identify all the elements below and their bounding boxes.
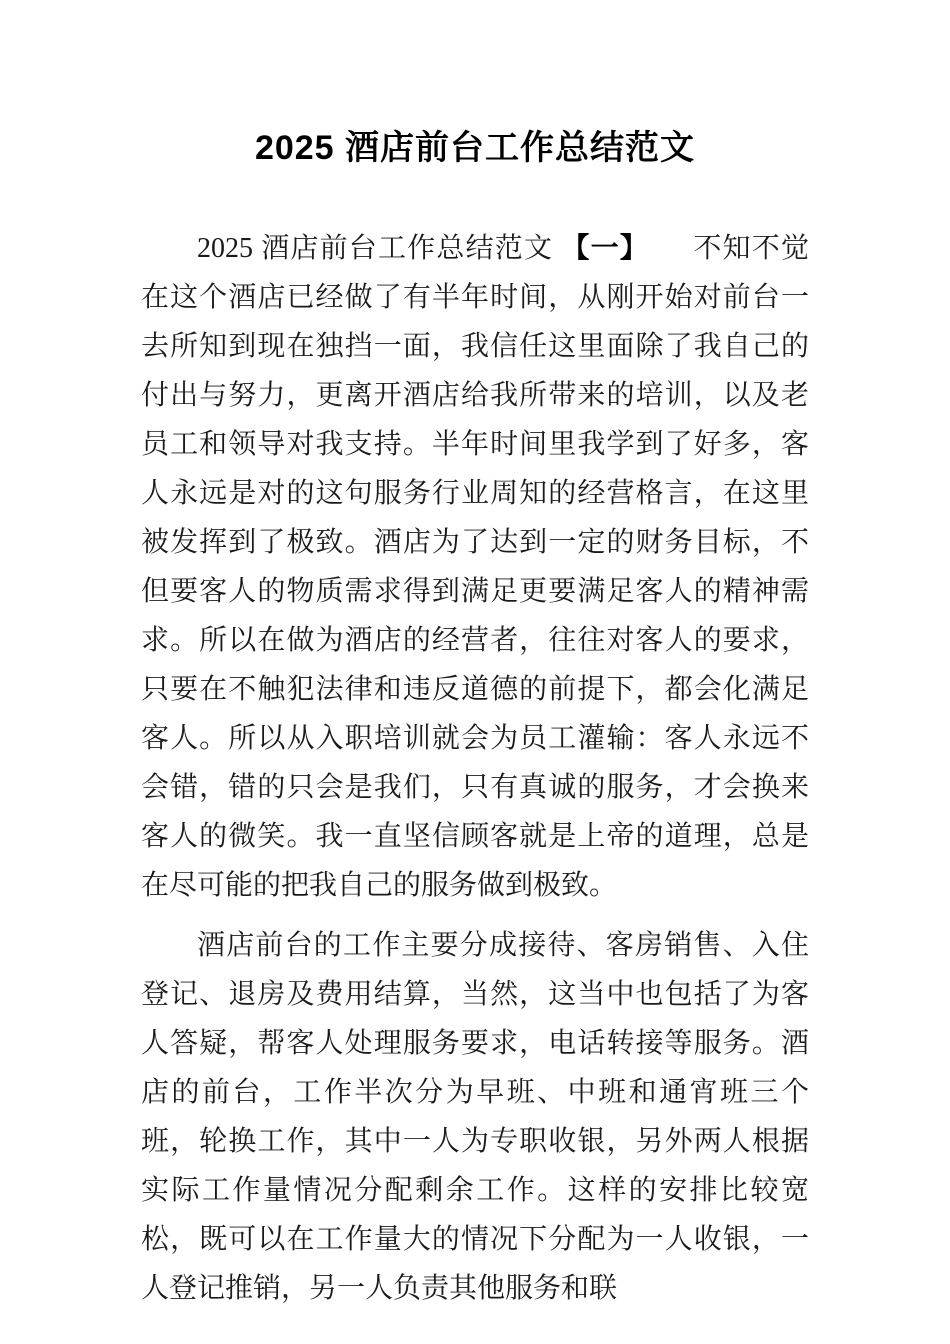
document-title: 2025 酒店前台工作总结范文 [254,129,696,167]
section-marker: 【一】 [561,233,635,264]
paragraph-1-text: 不知不觉在这个酒店已经做了有半年时间，从刚开始对前台一去所知到现在独挡一面，我信任这里面除了我自己的付出与努力，更离开酒店给我所带来的培训，以及老员工和领导对我支持。半年时间里我学到了好多，客人永远是对的这句服务行业周知的经营格言，在这里被发挥到了极致。酒店为了达到一定的财务目标，不但要客人的物质需求得到满足更要满足客人的精神需求。所以在做为酒店的经营者，往往对客人的要求，只要在不触犯法律和违反道德的前提下，都会化满足客人。所以从入职培训就会为员工灌输：客人永远不会错，错的只会是我们，只有真诚的服务，才会换来客人的微笑。我一直坚信顾客就是上帝的道理，总是在尽可能的把我自己的服务做到极致。 [141,233,809,901]
paragraph-1-lead: 2025 酒店前台工作总结范文 [197,233,562,264]
paragraph-2: 酒店前台的工作主要分成接待、客房销售、入住登记、退房及费用结算，当然，这当中也包括了为客人答疑，帮客人处理服务要求，电话转接等服务。酒店的前台，工作半次分为早班、中班和通宵班三个班，轮换工作，其中一人为专职收银，另外两人根据实际工作量情况分配剩余工作。这样的安排比较宽松，既可以在工作量大的情况下分配为一人收银，一人登记推销，另一人负责其他服务和联 [141,930,809,1304]
paragraph-1 [141,224,809,910]
document-body [141,224,809,1313]
